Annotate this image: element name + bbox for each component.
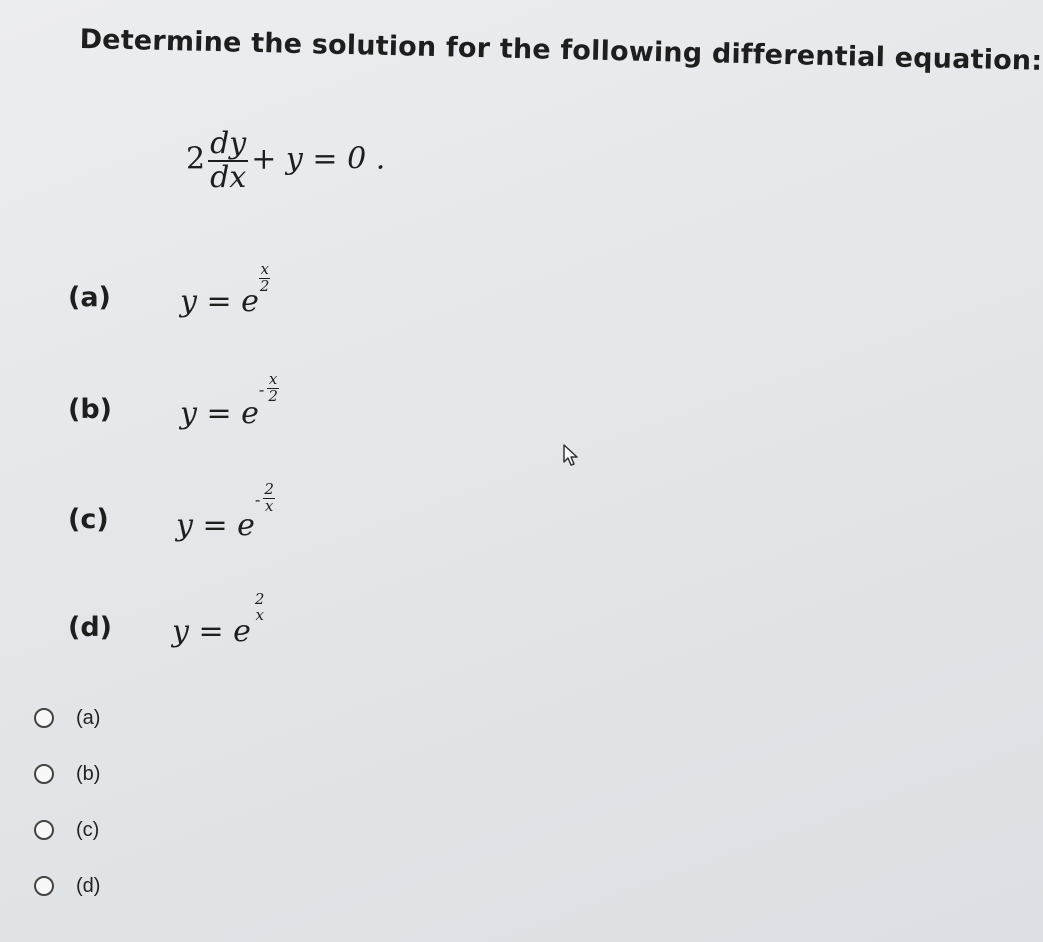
option-d-lhs: y = e bbox=[172, 614, 251, 649]
radio-b[interactable] bbox=[34, 764, 54, 784]
option-d-formula bbox=[172, 592, 265, 649]
question-prompt: Determine the solution for the following differential equation: bbox=[79, 24, 1043, 77]
option-a-exp-num: x bbox=[260, 260, 269, 278]
option-d-label: (d) bbox=[68, 612, 113, 643]
option-b-formula bbox=[180, 372, 279, 431]
radio-d[interactable] bbox=[34, 876, 54, 896]
answer-choice-c-label[interactable]: (c) bbox=[76, 818, 100, 841]
mouse-pointer-icon bbox=[562, 443, 580, 473]
option-a-lhs: y = e bbox=[180, 284, 259, 319]
option-c-exp-den: x bbox=[264, 496, 274, 515]
answer-choice-b[interactable] bbox=[34, 759, 100, 789]
radio-a[interactable] bbox=[34, 708, 54, 728]
option-c-exponent bbox=[263, 482, 275, 515]
radio-c[interactable] bbox=[34, 820, 54, 840]
option-b-lhs: y = e bbox=[180, 396, 259, 431]
option-b-exp-num: x bbox=[268, 370, 278, 388]
equation-coefficient: 2 bbox=[186, 141, 206, 177]
option-a-formula bbox=[180, 262, 270, 319]
option-a-label: (a) bbox=[68, 282, 111, 313]
answer-choice-a[interactable] bbox=[34, 703, 100, 733]
option-a-exponent bbox=[259, 262, 271, 295]
derivative-fraction bbox=[208, 128, 248, 193]
option-c-label: (c) bbox=[68, 504, 109, 535]
differential-equation bbox=[186, 128, 385, 193]
option-a-exp-den: 2 bbox=[259, 276, 270, 295]
option-d-exp-den: x bbox=[255, 605, 264, 624]
answer-choice-a-label[interactable]: (a) bbox=[76, 706, 101, 729]
answer-choice-b-label[interactable]: (b) bbox=[76, 762, 101, 785]
option-d-exp-num: 2 bbox=[254, 590, 265, 608]
option-c-exp-num: 2 bbox=[264, 480, 274, 498]
answer-choice-c[interactable] bbox=[34, 815, 99, 845]
answer-choice-d-label[interactable]: (d) bbox=[76, 874, 101, 897]
option-b-minus: - bbox=[258, 380, 265, 399]
option-b-exp-den: 2 bbox=[268, 386, 278, 405]
derivative-numerator: dy bbox=[210, 126, 247, 161]
option-c-formula bbox=[176, 482, 275, 543]
option-b-exponent bbox=[267, 372, 279, 405]
option-d-exponent bbox=[254, 592, 266, 624]
derivative-denominator: dx bbox=[210, 159, 247, 195]
option-b-label: (b) bbox=[68, 394, 113, 425]
answer-choice-d[interactable] bbox=[34, 871, 100, 901]
option-c-lhs: y = e bbox=[176, 508, 255, 543]
option-c-minus: - bbox=[254, 490, 261, 509]
equation-rest: + y = 0 . bbox=[251, 141, 386, 177]
